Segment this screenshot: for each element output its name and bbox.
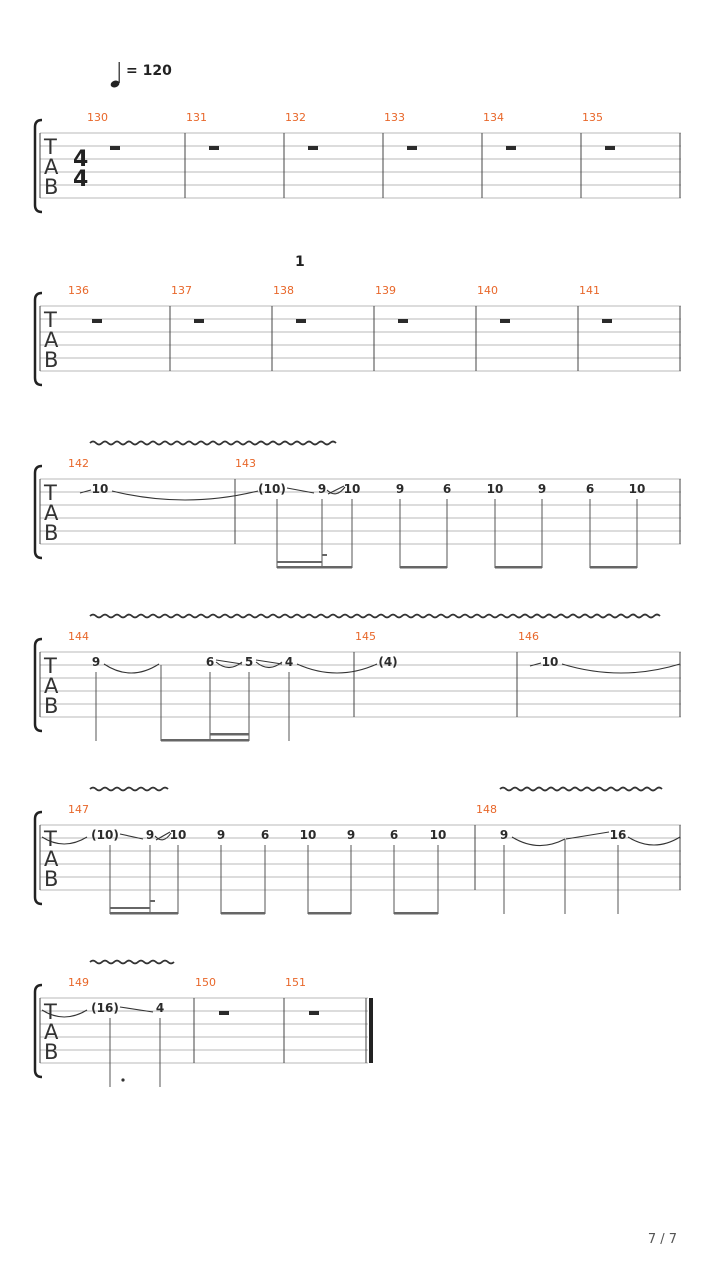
bar-number: 142 bbox=[68, 457, 89, 470]
whole-rest bbox=[194, 319, 204, 323]
beam bbox=[394, 912, 438, 915]
vibrato-line bbox=[90, 615, 660, 618]
bar-number: 139 bbox=[375, 284, 396, 297]
bar-number: 146 bbox=[518, 630, 539, 643]
fret-number: 9 bbox=[91, 655, 101, 669]
beam bbox=[277, 566, 352, 569]
fret-number: 6 bbox=[260, 828, 270, 842]
tab-clef-t: T bbox=[44, 654, 57, 678]
fret-number: 6 bbox=[389, 828, 399, 842]
bar-number: 135 bbox=[582, 111, 603, 124]
tab-clef-a: A bbox=[44, 674, 59, 698]
bar-number: 137 bbox=[171, 284, 192, 297]
bar-number: 131 bbox=[186, 111, 207, 124]
fret-number: 6 bbox=[205, 655, 215, 669]
system-6 bbox=[35, 961, 373, 1088]
fret-number: 10 bbox=[486, 482, 504, 496]
bar-number: 130 bbox=[87, 111, 108, 124]
beam bbox=[308, 912, 351, 915]
fret-number: 5 bbox=[244, 655, 254, 669]
bar-number: 140 bbox=[477, 284, 498, 297]
fret-number: 10 bbox=[299, 828, 317, 842]
slide-line bbox=[216, 660, 242, 664]
whole-rest bbox=[308, 146, 318, 150]
fret-number: (4) bbox=[378, 655, 398, 669]
system-2 bbox=[35, 254, 681, 385]
tab-clef-t: T bbox=[44, 135, 57, 159]
fret-number: (10) bbox=[91, 828, 119, 842]
whole-rest bbox=[506, 146, 516, 150]
fret-number: 9 bbox=[317, 482, 327, 496]
system-3 bbox=[35, 442, 681, 569]
fret-number: 9 bbox=[395, 482, 405, 496]
beam bbox=[150, 900, 155, 902]
slide-line bbox=[328, 486, 344, 494]
bar-number: 145 bbox=[355, 630, 376, 643]
whole-rest bbox=[602, 319, 612, 323]
bar-number: 150 bbox=[195, 976, 216, 989]
dot-marker bbox=[121, 1078, 124, 1081]
fret-number: 6 bbox=[585, 482, 595, 496]
tab-clef-b: B bbox=[44, 1040, 59, 1064]
tab-clef-a: A bbox=[44, 501, 59, 525]
vibrato-line bbox=[90, 442, 336, 445]
fret-number: 10 bbox=[169, 828, 187, 842]
fret-number: 4 bbox=[284, 655, 294, 669]
beam bbox=[221, 912, 265, 915]
vibrato-line bbox=[90, 961, 174, 964]
whole-rest bbox=[500, 319, 510, 323]
tab-clef-t: T bbox=[44, 481, 57, 505]
beam bbox=[400, 566, 447, 569]
time-signature-bottom: 4 bbox=[73, 167, 89, 192]
final-barline-thick bbox=[369, 998, 373, 1063]
tab-clef-b: B bbox=[44, 867, 59, 891]
fret-number: 6 bbox=[442, 482, 452, 496]
tab-clef-b: B bbox=[44, 521, 59, 545]
bar-number: 143 bbox=[235, 457, 256, 470]
page-number: 7 / 7 bbox=[647, 1232, 677, 1247]
section-marker: 1 bbox=[295, 254, 305, 270]
fret-number: 9 bbox=[145, 828, 155, 842]
tab-clef-a: A bbox=[44, 155, 59, 179]
system-1 bbox=[35, 111, 681, 212]
bar-number: 149 bbox=[68, 976, 89, 989]
tab-clef-b: B bbox=[44, 348, 59, 372]
tab-clef-t: T bbox=[44, 827, 57, 851]
bar-number: 134 bbox=[483, 111, 504, 124]
bar-number: 144 bbox=[68, 630, 89, 643]
beam bbox=[277, 561, 322, 563]
whole-rest bbox=[110, 146, 120, 150]
whole-rest bbox=[219, 1011, 229, 1015]
tab-clef-t: T bbox=[44, 1000, 57, 1024]
beam bbox=[161, 739, 249, 742]
system-5 bbox=[35, 788, 681, 915]
whole-rest bbox=[209, 146, 219, 150]
beam bbox=[110, 912, 178, 915]
fret-number: 10 bbox=[429, 828, 447, 842]
fret-number: 9 bbox=[537, 482, 547, 496]
tab-clef-t: T bbox=[44, 308, 57, 332]
fret-number: 4 bbox=[155, 1001, 165, 1015]
fret-number: 9 bbox=[499, 828, 509, 842]
whole-rest bbox=[398, 319, 408, 323]
beam bbox=[210, 733, 249, 736]
tempo-text: = 120 bbox=[126, 63, 172, 79]
fret-number: 9 bbox=[346, 828, 356, 842]
whole-rest bbox=[605, 146, 615, 150]
system-4 bbox=[35, 615, 681, 742]
beam bbox=[110, 907, 150, 909]
tab-clef-a: A bbox=[44, 1020, 59, 1044]
slide-line bbox=[256, 660, 282, 664]
fret-number: (16) bbox=[91, 1001, 119, 1015]
bar-number: 136 bbox=[68, 284, 89, 297]
tab-clef-a: A bbox=[44, 847, 59, 871]
whole-rest bbox=[309, 1011, 319, 1015]
bar-number: 147 bbox=[68, 803, 89, 816]
whole-rest bbox=[92, 319, 102, 323]
whole-rest bbox=[407, 146, 417, 150]
beam bbox=[590, 566, 637, 569]
fret-number: 10 bbox=[91, 482, 109, 496]
bar-number: 132 bbox=[285, 111, 306, 124]
fret-number: 10 bbox=[343, 482, 361, 496]
bar-number: 141 bbox=[579, 284, 600, 297]
fret-number: 10 bbox=[541, 655, 559, 669]
fret-number: 10 bbox=[628, 482, 646, 496]
beam bbox=[495, 566, 542, 569]
bar-number: 151 bbox=[285, 976, 306, 989]
slide-line bbox=[156, 832, 170, 840]
tab-clef-b: B bbox=[44, 175, 59, 199]
fret-number: 9 bbox=[216, 828, 226, 842]
tempo-marking bbox=[110, 62, 172, 89]
fret-number: 16 bbox=[609, 828, 627, 842]
vibrato-line bbox=[500, 788, 662, 791]
vibrato-line bbox=[90, 788, 168, 791]
fret-number: (10) bbox=[258, 482, 286, 496]
whole-rest bbox=[296, 319, 306, 323]
tab-clef-b: B bbox=[44, 694, 59, 718]
bar-number: 138 bbox=[273, 284, 294, 297]
tab-clef-a: A bbox=[44, 328, 59, 352]
bar-number: 148 bbox=[476, 803, 497, 816]
beam bbox=[322, 554, 327, 556]
time-signature-top: 4 bbox=[73, 147, 89, 172]
bar-number: 133 bbox=[384, 111, 405, 124]
